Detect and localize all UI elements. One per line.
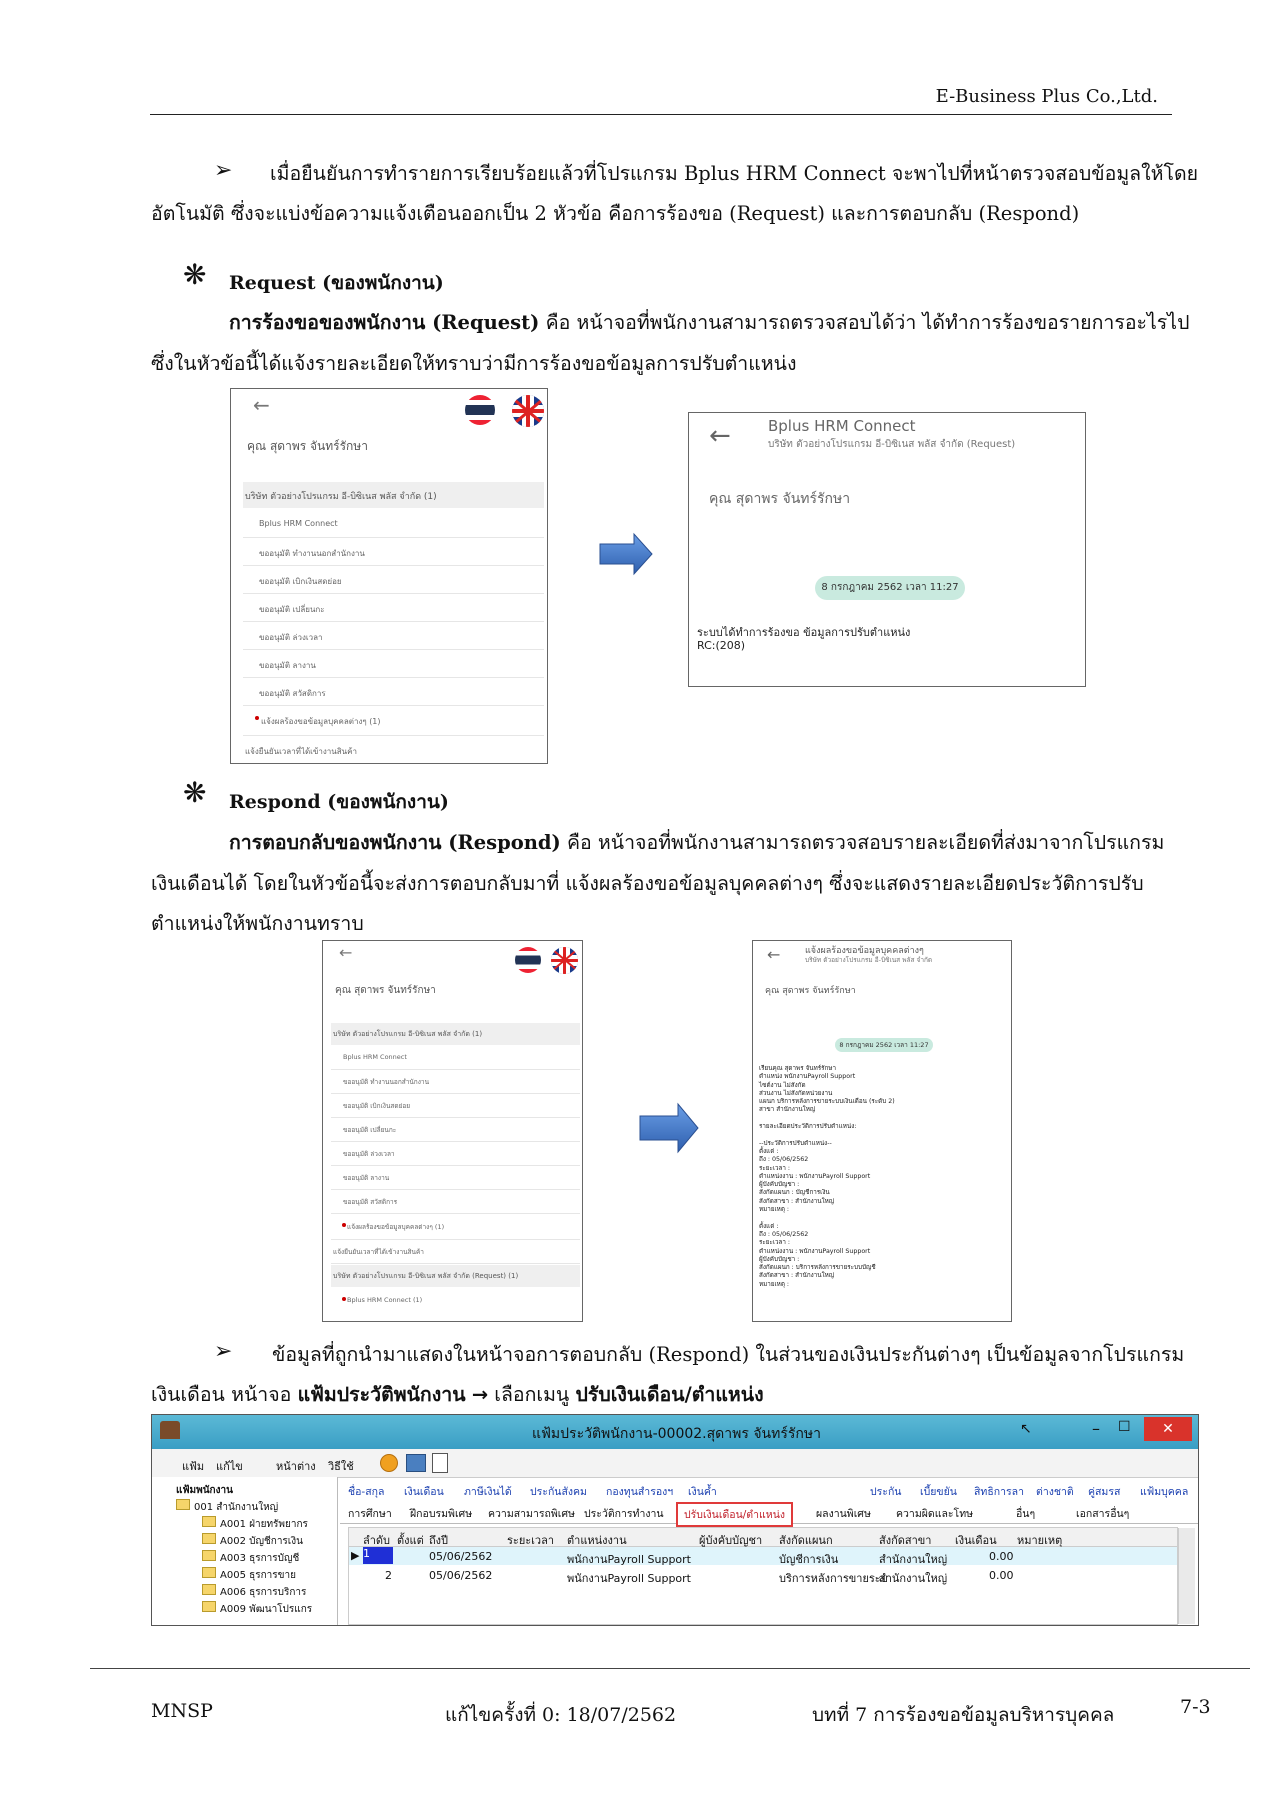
list-item[interactable] [243, 595, 544, 622]
message-line: สาขา สำนักงานใหญ่ [759, 1106, 816, 1114]
request-line-2: ซึ่งในหัวข้อนี้ได้แจ้งรายละเอียดให้ทราบว่ามีการร้องขอข้อมูลการปรับตำแหน่ง [151, 352, 797, 375]
back-arrow-icon[interactable]: ← [253, 393, 270, 417]
tab-income-tax[interactable]: ภาษีเงินได้ [464, 1486, 512, 1498]
back-arrow-icon[interactable]: ← [767, 945, 781, 964]
tree-node-label: A003 ธุรการบัญชี [220, 1553, 300, 1564]
list-item-label: แจ้งผลร้องขอข้อมูลบุคคลต่างๆ (1) [261, 717, 381, 726]
message-line: แผนก บริการหลังการขายระบบเงินเดือน (ระดับ 2) [759, 1098, 895, 1106]
tab-salary[interactable]: เงินเดือน [404, 1486, 444, 1498]
message-line: --ประวัติการปรับตำแหน่ง-- [759, 1139, 832, 1147]
cell[interactable]: 1 [363, 1547, 393, 1564]
message-line: ผู้บังคับบัญชา : [759, 1181, 800, 1189]
intro-line-2: อัตโนมัติ ซึ่งจะแบ่งข้อความแจ้งเตือนออกเป็น 2 หัวข้อ คือการร้องขอ (Request) และการตอบกลับ (Respond) [151, 202, 1080, 225]
window-title: แฟ้มประวัติพนักงาน-00002.สุดาพร จันทร์รักษา [532, 1426, 821, 1442]
list-item-label: ขออนุมัติ สวัสดิการ [259, 689, 326, 698]
footer-revision: แก้ไขครั้งที่ 0: 18/07/2562 [445, 1704, 677, 1726]
list-item-label: แจ้งยืนยันเวลาที่ได้เข้างานสินค้า [245, 747, 357, 756]
cell[interactable]: 2 [385, 1569, 392, 1582]
list-item-label: ขออนุมัติ ทำงานนอกสำนักงาน [343, 1078, 430, 1086]
refresh-icon[interactable] [380, 1454, 398, 1472]
app-icon [160, 1421, 180, 1439]
respond-line-2: เงินเดือนได้ โดยในหัวข้อนี้จะส่งการตอบกลับมาที่ แจ้งผลร้องขอข้อมูลบุคคลต่างๆ ซึ่งจะแสดงรายละเอียดประวัติการปรับ [151, 872, 1144, 895]
message-line: เรียนคุณ สุดาพร จันทร์รักษา [759, 1065, 836, 1072]
list-item-label: ขออนุมัติ เปลี่ยนกะ [259, 605, 325, 614]
tab-leave-rights[interactable]: สิทธิการลา [974, 1486, 1024, 1498]
message-line: ส่วนงาน ไม่สังกัดหน่วยงาน [759, 1089, 833, 1097]
tab-others[interactable]: อื่นๆ [1016, 1508, 1036, 1520]
user-name: คุณ สุดาพร จันทร์รักษา [247, 439, 368, 453]
header-company: E-Business Plus Co.,Ltd. [935, 86, 1158, 107]
list-item-label: ขออนุมัติ ลางาน [259, 661, 316, 670]
tab-diligence[interactable]: เบี้ยขยัน [920, 1486, 957, 1498]
tab-salary-position-adjust[interactable]: ปรับเงินเดือน/ตำแหน่ง [676, 1502, 793, 1527]
message-line: ตั้งแต่ : [759, 1147, 779, 1155]
menu-window[interactable]: หน้าต่าง [276, 1460, 316, 1473]
message-line: หมายเหตุ : [759, 1206, 790, 1214]
company-name: บริษัท ตัวอย่างโปรแกรม อี-บิซิเนส พลัส จำกัด (1) [245, 492, 437, 502]
tree-node-label: A006 ธุรการบริการ [220, 1587, 307, 1598]
tab-social-security[interactable]: ประกันสังคม [530, 1486, 587, 1498]
column-header[interactable]: หมายเหตุ [1017, 1534, 1063, 1547]
unread-dot-icon [342, 1223, 346, 1227]
list-item[interactable] [243, 737, 544, 763]
cell[interactable]: 0.00 [989, 1569, 1014, 1582]
user-name: คุณ สุดาพร จันทร์รักษา [765, 986, 856, 996]
list-item-label: ขออนุมัติ ลางาน [343, 1174, 390, 1182]
tab-guarantee[interactable]: เงินค้ำ [688, 1486, 717, 1498]
arrow-bullet: ➢ [214, 1339, 233, 1364]
app-subtitle: บริษัท ตัวอย่างโปรแกรม อี-บิซิเนส พลัส จำกัด [805, 956, 933, 964]
tab-row-1 [340, 1481, 1198, 1499]
respond-lead: การตอบกลับของพนักงาน (Respond) [229, 831, 561, 854]
folder-icon [202, 1601, 216, 1612]
thai-flag-icon[interactable] [515, 947, 541, 973]
list-item-label: Bplus HRM Connect [343, 1053, 407, 1061]
phone-screenshot-request-menu [230, 388, 548, 764]
back-arrow-icon[interactable]: ← [709, 421, 731, 451]
respond-line-3: ตำแหน่งให้พนักงานทราบ [151, 912, 364, 935]
tree-node-label: A002 บัญชีการเงิน [220, 1536, 303, 1547]
list-item-label: ขออนุมัติ สวัสดิการ [343, 1198, 398, 1206]
company-name: บริษัท ตัวอย่างโปรแกรม อี-บิซิเนส พลัส จำกัด (1) [333, 1030, 483, 1038]
uk-flag-icon[interactable] [512, 395, 544, 427]
tree-node[interactable] [202, 1516, 308, 1532]
company-band-2[interactable] [331, 1265, 580, 1287]
row-pointer-icon: ▶ [351, 1549, 360, 1562]
folder-icon [202, 1584, 216, 1595]
table-row[interactable] [349, 1547, 1177, 1565]
message-line: สังกัดสาขา : สำนักงานใหญ่ [759, 1197, 835, 1205]
list-item[interactable] [331, 1119, 580, 1142]
message-line: ระยะเวลา : [759, 1239, 791, 1247]
unread-dot-icon [342, 1297, 346, 1301]
cell[interactable]: สำนักงานใหญ่ [879, 1553, 948, 1566]
company-name-2: บริษัท ตัวอย่างโปรแกรม อี-บิซิเนส พลัส จำกัด (Request) (1) [333, 1272, 519, 1280]
user-name: คุณ สุดาพร จันทร์รักษา [709, 491, 851, 507]
cell[interactable]: บริการหลังการขายระบ [779, 1572, 888, 1585]
phone-screenshot-request-detail [688, 412, 1086, 687]
column-header[interactable]: ถึงปี [429, 1534, 449, 1547]
menu-bar [152, 1449, 1198, 1478]
message-line: สังกัดแผนก : บริการหลังการขายระบบบัญชี [759, 1264, 876, 1272]
respond-title: Respond (ของพนักงาน) [229, 791, 449, 813]
cell[interactable]: 05/06/2562 [429, 1569, 493, 1582]
message-line [759, 1115, 895, 1123]
header-divider [150, 114, 1172, 115]
message-line: ตำแหน่งงาน : พนักงานPayroll Support [759, 1247, 871, 1255]
employee-tree [152, 1477, 338, 1625]
menu-help[interactable]: วิธีใช้ [328, 1460, 354, 1473]
message-line-1: ระบบได้ทำการร้องขอ ข้อมูลการปรับตำแหน่ง [697, 626, 911, 639]
tab-name[interactable]: ชื่อ-สกุล [348, 1486, 385, 1498]
respond-line-1-rest: คือ หน้าจอที่พนักงานสามารถตรวจสอบรายละเอียดที่ส่งมาจากโปรแกรม [560, 831, 1165, 854]
close-button[interactable]: ✕ [1144, 1417, 1192, 1441]
phone-screenshot-respond-menu [322, 940, 583, 1322]
message-line: ตั้งแต่ : [759, 1222, 779, 1230]
back-arrow-icon[interactable]: ← [339, 943, 353, 962]
request-title: Request (ของพนักงาน) [229, 272, 444, 294]
message-line: ถึง : 05/06/2562 [759, 1230, 809, 1238]
list-item-label: ขออนุมัติ ล่วงเวลา [259, 633, 323, 642]
note-line-1: ข้อมูลที่ถูกนำมาแสดงในหน้าจอการตอบกลับ (Respond) ในส่วนของเงินประกันต่างๆ เป็นข้อมูลจากโปรแกรม [272, 1343, 1185, 1366]
page-number: 7-3 [1180, 1696, 1211, 1718]
cell[interactable]: สำนักงานใหญ่ [879, 1572, 948, 1585]
footer-chapter: บทที่ 7 การร้องขอข้อมูลบริหารบุคคล [812, 1704, 1115, 1726]
note-line-2 [151, 1375, 764, 1415]
folder-icon [202, 1567, 216, 1578]
message-line: หมายเหตุ : [759, 1280, 790, 1288]
app-title: Bplus HRM Connect [768, 417, 916, 435]
message-line [759, 1131, 895, 1139]
grid-header [349, 1528, 1177, 1547]
tree-node-label: 001 สำนักงานใหญ่ [194, 1502, 279, 1513]
message-line: สังกัดแผนก : บัญชีการเงิน [759, 1189, 830, 1197]
request-lead: การร้องขอของพนักงาน (Request) [229, 311, 540, 334]
footer-left: MNSP [151, 1700, 213, 1722]
tab-personal-file[interactable]: แฟ้มบุคคล [1140, 1486, 1189, 1498]
note-text: เลือกเมนู [488, 1383, 576, 1406]
list-item-notification[interactable] [331, 1289, 580, 1311]
tree-node[interactable] [202, 1567, 296, 1583]
list-item-label: Bplus HRM Connect (1) [347, 1296, 423, 1304]
menu-file[interactable]: แฟ้ม [182, 1460, 205, 1473]
column-header[interactable]: ผู้บังคับบัญชา [699, 1534, 763, 1547]
tree-node-label: A001 ฝ่ายทรัพยากร [220, 1519, 308, 1530]
window-icon[interactable] [406, 1454, 426, 1472]
message-line: ไซต์งาน ไม่สังกัด [759, 1081, 806, 1089]
column-header[interactable]: ระยะเวลา [507, 1534, 555, 1547]
list-item-notification[interactable] [331, 1215, 580, 1240]
flow-arrow-icon [638, 1102, 700, 1154]
list-item-label: ขออนุมัติ ล่วงเวลา [343, 1150, 395, 1158]
list-item[interactable] [243, 539, 544, 566]
tree-title: แฟ้มพนักงาน [176, 1485, 233, 1496]
note-menu-name: ปรับเงินเดือน/ตำแหน่ง [575, 1383, 764, 1406]
arrow-bullet: ➢ [214, 158, 233, 183]
cell[interactable]: พนักงานPayroll Support [567, 1553, 691, 1566]
vertical-scrollbar[interactable] [1178, 1528, 1195, 1624]
list-item[interactable] [331, 1241, 580, 1264]
tree-node[interactable] [176, 1499, 278, 1515]
column-header[interactable]: ตั้งแต่ [397, 1534, 424, 1547]
employee-file-window [151, 1414, 1199, 1626]
right-arrow-icon: → [471, 1383, 489, 1406]
date-pill: 8 กรกฎาคม 2562 เวลา 11:27 [835, 1038, 933, 1052]
list-item[interactable] [243, 511, 544, 538]
minimize-button[interactable]: – [1092, 1419, 1100, 1438]
tab-foreign[interactable]: ต่างชาติ [1036, 1486, 1074, 1498]
tab-work-history[interactable]: ประวัติการทำงาน [584, 1508, 664, 1520]
menu-edit[interactable]: แก้ไข [216, 1460, 243, 1473]
folder-icon [176, 1499, 190, 1510]
star-bullet: ❋ [183, 776, 207, 809]
list-item-label: แจ้งผลร้องขอข้อมูลบุคคลต่างๆ (1) [347, 1223, 445, 1231]
table-row[interactable] [349, 1566, 1177, 1584]
app-subtitle: บริษัท ตัวอย่างโปรแกรม อี-บิซิเนส พลัส จำกัด (Request) [768, 439, 1016, 450]
cell[interactable]: 05/06/2562 [429, 1550, 493, 1563]
message-body [759, 1065, 895, 1289]
list-item-label: Bplus HRM Connect [259, 519, 338, 528]
footer-divider [90, 1668, 1250, 1669]
message-line: รายละเอียดประวัติการปรับตำแหน่ง: [759, 1123, 857, 1131]
unread-dot-icon [255, 716, 259, 720]
mouse-cursor-icon: ↖ [1020, 1421, 1032, 1437]
tab-row-2 [340, 1501, 1198, 1524]
message-line: ถึง : 05/06/2562 [759, 1156, 809, 1164]
uk-flag-icon[interactable] [551, 947, 578, 974]
message-line: สังกัดสาขา : สำนักงานใหญ่ [759, 1272, 835, 1280]
request-line-1 [229, 303, 1189, 343]
column-header[interactable]: ตำแหน่งงาน [567, 1534, 627, 1547]
tab-education[interactable]: การศึกษา [348, 1508, 392, 1520]
request-line-1-rest: คือ หน้าจอที่พนักงานสามารถตรวจสอบได้ว่า ได้ทำการร้องขอรายการอะไรไป [539, 311, 1190, 334]
company-band[interactable] [331, 1023, 580, 1045]
date-pill: 8 กรกฎาคม 2562 เวลา 11:27 [815, 576, 965, 600]
folder-icon [202, 1533, 216, 1544]
tree-node[interactable] [202, 1601, 312, 1617]
phone-screenshot-respond-detail [752, 940, 1012, 1322]
window-titlebar [152, 1415, 1198, 1449]
column-header[interactable]: สังกัดแผนก [779, 1534, 833, 1547]
list-item[interactable] [331, 1191, 580, 1214]
note-text: เงินเดือน หน้าจอ [151, 1383, 298, 1406]
tab-spouse[interactable]: คู่สมรส [1088, 1486, 1121, 1498]
list-item[interactable] [331, 1143, 580, 1166]
list-item-label: ขออนุมัติ เบิกเงินสดย่อย [343, 1102, 411, 1110]
list-item[interactable] [331, 1047, 580, 1070]
list-item-label: ขออนุมัติ ทำงานนอกสำนักงาน [259, 549, 365, 558]
list-item-label: แจ้งยืนยันเวลาที่ได้เข้างานสินค้า [333, 1248, 424, 1256]
list-item[interactable] [331, 1095, 580, 1118]
message-line [759, 1214, 895, 1222]
list-item[interactable] [243, 679, 544, 706]
app-title: แจ้งผลร้องขอข้อมูลบุคคลต่างๆ [805, 946, 924, 956]
list-item[interactable] [243, 567, 544, 594]
folder-icon [202, 1550, 216, 1561]
calendar-icon[interactable] [432, 1453, 448, 1473]
company-band[interactable] [243, 482, 544, 508]
tab-provident-fund[interactable]: กองทุนสำรองฯ [606, 1486, 674, 1498]
column-header[interactable]: ลำดับ [363, 1534, 391, 1547]
tab-insurance[interactable]: ประกัน [870, 1486, 902, 1498]
flow-arrow-icon [598, 532, 654, 576]
list-item-notification[interactable] [243, 707, 544, 736]
tab-offense[interactable]: ความผิดและโทษ [896, 1508, 974, 1520]
message-line: ผู้บังคับบัญชา : [759, 1255, 800, 1263]
tree-node-label: A005 ธุรการขาย [220, 1570, 296, 1581]
column-header[interactable]: สังกัดสาขา [879, 1534, 932, 1547]
list-item[interactable] [331, 1071, 580, 1094]
thai-flag-icon[interactable] [465, 395, 495, 425]
list-item[interactable] [331, 1167, 580, 1190]
tree-node[interactable] [202, 1533, 303, 1549]
history-grid [348, 1527, 1178, 1625]
list-item[interactable] [243, 623, 544, 650]
column-header[interactable]: เงินเดือน [955, 1534, 997, 1547]
cell[interactable]: พนักงานPayroll Support [567, 1572, 691, 1585]
folder-icon [202, 1516, 216, 1527]
message-line: ระยะเวลา : [759, 1164, 791, 1172]
message-line-2: RC:(208) [697, 639, 746, 652]
list-item-label: ขออนุมัติ เบิกเงินสดย่อย [259, 577, 342, 586]
intro-line-1: เมื่อยืนยันการทำรายการเรียบร้อยแล้วที่โปรแกรม Bplus HRM Connect จะพาไปที่หน้าตรวจสอบข้อมูลให้โดย [270, 162, 1199, 185]
tab-training[interactable]: ฝึกอบรมพิเศษ [410, 1508, 473, 1520]
tab-special-works[interactable]: ผลงานพิเศษ [816, 1508, 871, 1520]
note-screen-name: แฟ้มประวัติพนักงาน [297, 1383, 466, 1406]
tree-node[interactable] [202, 1550, 299, 1566]
cell[interactable]: 0.00 [989, 1550, 1014, 1563]
tab-other-docs[interactable]: เอกสารอื่นๆ [1076, 1508, 1130, 1520]
message-line: ตำแหน่งงาน : พนักงานPayroll Support [759, 1172, 871, 1180]
respond-line-1 [229, 823, 1164, 863]
tree-node[interactable] [202, 1584, 306, 1600]
list-item[interactable] [243, 651, 544, 678]
cell[interactable]: บัญชีการเงิน [779, 1553, 839, 1566]
tree-node-label: A009 พัฒนาโปรแกร [220, 1604, 313, 1615]
user-name: คุณ สุดาพร จันทร์รักษา [335, 985, 436, 996]
message-line: ตำแหน่ง พนักงานPayroll Support [759, 1073, 856, 1081]
tab-special-ability[interactable]: ความสามารถพิเศษ [488, 1508, 575, 1520]
star-bullet: ❋ [183, 258, 207, 291]
maximize-button[interactable]: ☐ [1118, 1419, 1131, 1435]
list-item-label: ขออนุมัติ เปลี่ยนกะ [343, 1126, 397, 1134]
